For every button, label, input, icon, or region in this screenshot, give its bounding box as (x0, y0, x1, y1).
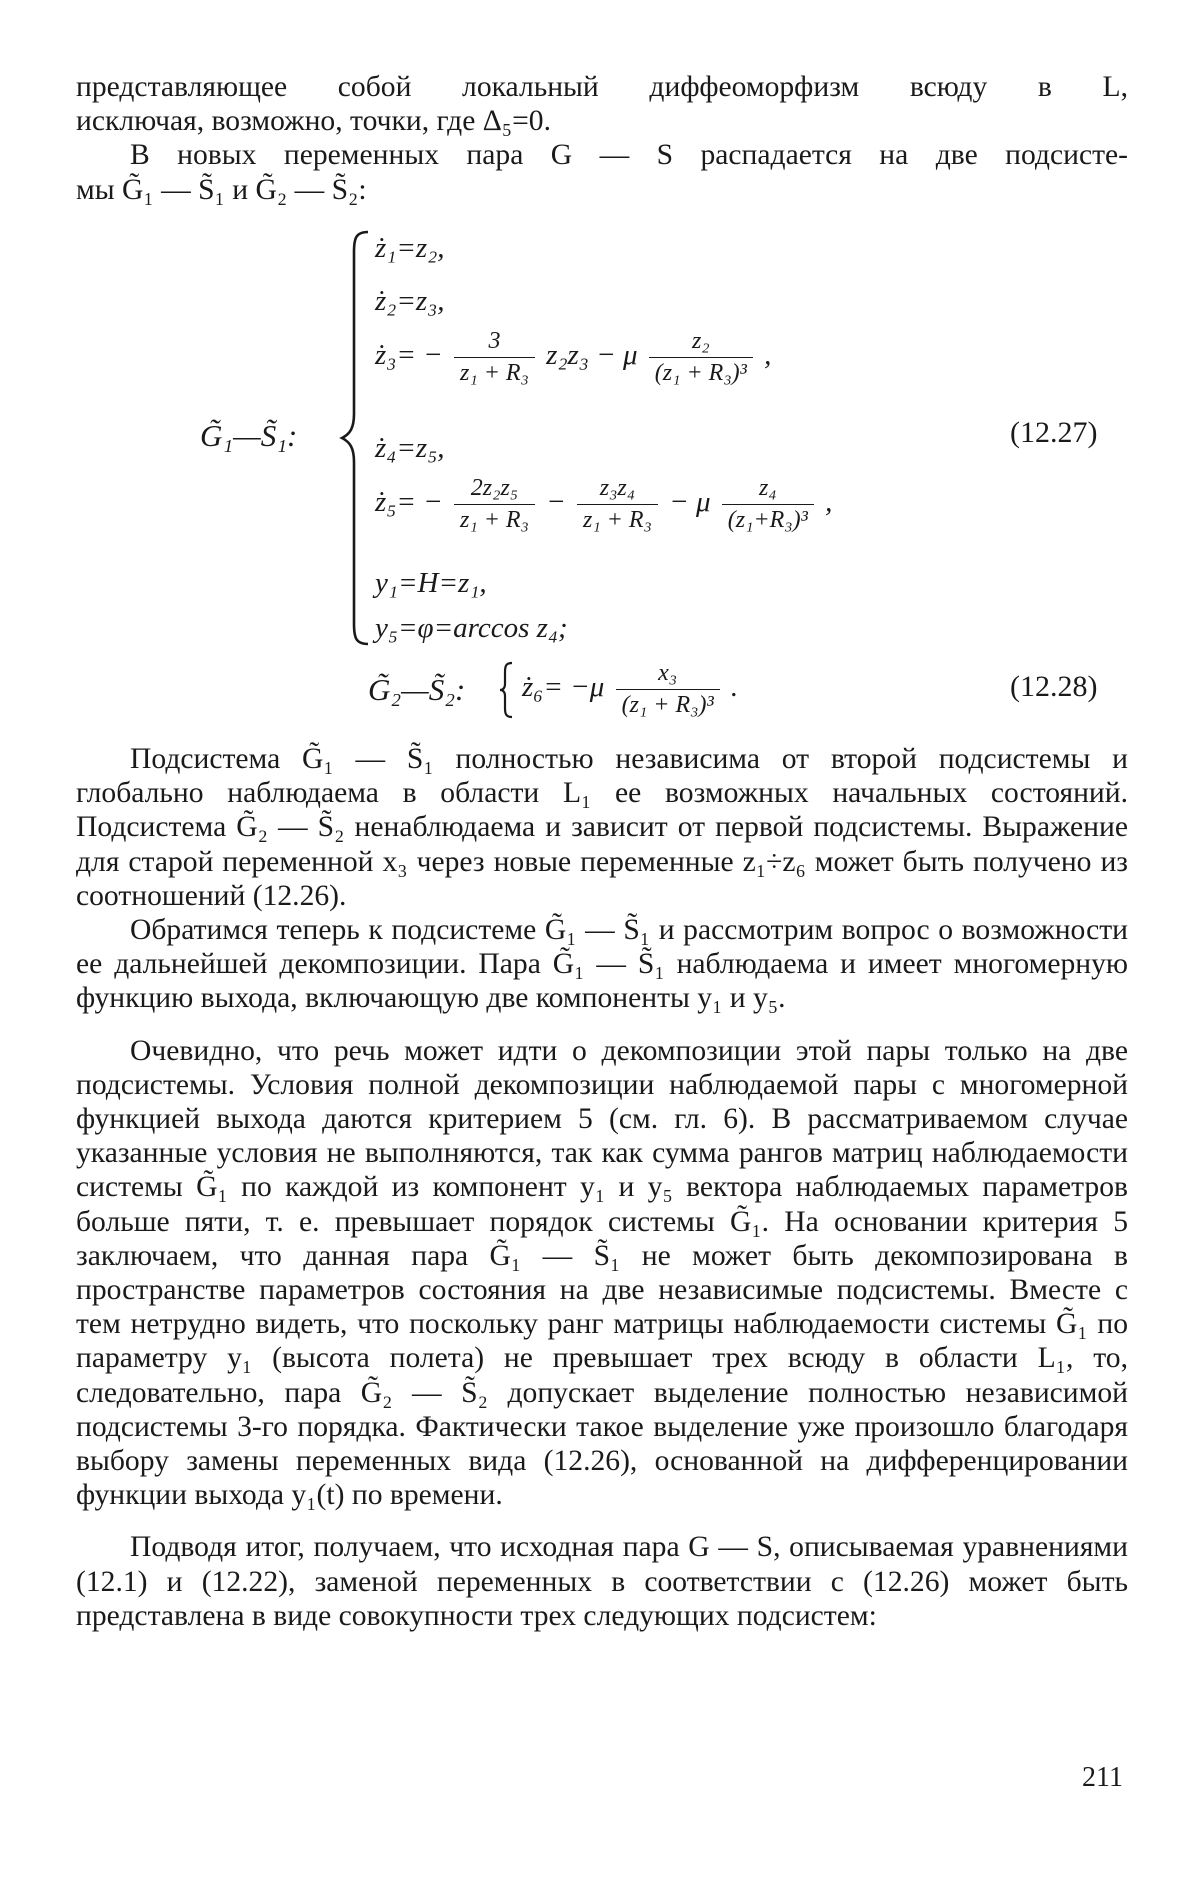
eq-line-3-mid: z₂z₃ − μ (546, 339, 638, 372)
eq-line-5 (375, 475, 832, 534)
paragraph-4: Подводя итог, получаем, что исходная пара G — S, описываемая уравнениями (12.1) и (12.22), заменой переменных в соответствии с (12.26) может быть представлена в виде совокупности трех следующих подсистем: (76, 1531, 1128, 1632)
eq-line-3 (375, 328, 771, 387)
intro-line-1: представляющее собой локальный диффеоморфизм всюду в L, (76, 71, 1128, 103)
equation-number-12-27: (12.27) (1010, 416, 1098, 449)
eq-12-28-lhs: ż₆= −μ (522, 671, 605, 704)
fraction-numerator: 2z₂z₅ (454, 475, 535, 505)
fraction-denominator: z₁ + R₃ (460, 507, 529, 533)
left-brace (338, 228, 374, 648)
paragraph-3: Очевидно, что речь может идти о декомпозиции этой пары только на две подсистемы. Условия полной декомпозиции наблюдаемой пары с многомерной функцией выхода даются критерием 5 (см. гл. 6). В рассматриваемом случае указанные условия не выполняются, так как сумма рангов матриц наблюдаемости системы G̃₁ по каждой из компонент y₁ и y₅ вектора наблюдаемых параметров больше пяти, т. е. превышает порядок системы G̃₁. На основании критерия 5 заключаем, что данная пара G̃₁ — S̃₁ не может быть декомпозирована в пространстве параметров состояния на две независимые подсистемы. Вместе с тем нетрудно видеть, что поскольку ранг матрицы наблюдаемости системы G̃₁ по параметру y₁ (высота полета) не превышает трех всюду в области L₁, то, следовательно, пара G̃₂ — S̃₂ допускает выделение полностью независимой подсистемы 3-го порядка. Фактически такое выделение уже произошло благодаря выбору замены переменных вида (12.26), основанной на дифференцировании функции выхода y₁(t) по времени. (76, 1034, 1128, 1512)
fraction-denominator: z₁ + R₃ (460, 360, 529, 386)
eq-line-5-fraction-1 (454, 475, 535, 534)
eq-line-5-fraction-2 (577, 475, 658, 534)
fraction-numerator: z₃z₄ (577, 475, 658, 505)
eq-line-5-fraction-3 (722, 475, 814, 534)
paragraph-1: Подсистема G̃₁ — S̃₁ полностью независима от второй подсистемы и глобально наблюдаема в области L₁ ее возможных начальных состояний. Подсистема G̃₂ — S̃₂ ненаблюдаема и зависит от первой подсистемы. Выражение для старой переменной x₃ через новые переменные z₁÷z₆ может быть получено из соотношений (12.26). (76, 743, 1128, 912)
eq-line-5-mid: − μ (669, 486, 711, 519)
body-text (76, 742, 1128, 1633)
eq-line-3-lhs: ż₃= − (375, 339, 443, 372)
eq-line-3-end: , (764, 339, 772, 372)
eq-line-1: ż₁=z₂, (375, 232, 445, 264)
system-label-2: G̃₂—S̃₂: (368, 672, 466, 707)
eq-line-2: ż₂=z₃, (375, 285, 445, 317)
eq-line-4: ż₄=z₅, (375, 432, 445, 464)
equation-number-12-28: (12.28) (1010, 670, 1098, 703)
fraction-numerator: z₂ (649, 328, 753, 358)
fraction-numerator: x₃ (616, 660, 720, 690)
eq-12-28-fraction (616, 660, 720, 719)
fraction-denominator: (z₁+R₃)³ (727, 507, 808, 533)
system-label-1: G̃₁—S̃₁: (200, 418, 298, 453)
eq-line-5-end: , (825, 486, 833, 519)
fraction-numerator: z₄ (722, 475, 814, 505)
intro-text (76, 70, 1128, 207)
fraction-denominator: (z₁ + R₃)³ (621, 692, 714, 718)
fraction-numerator: 3 (454, 328, 535, 358)
small-brace (498, 660, 516, 720)
eq-12-28-end: . (730, 671, 739, 704)
fraction-denominator: (z₁ + R₃)³ (654, 360, 747, 386)
eq-12-28-line (522, 660, 738, 719)
intro-line-3: В новых переменных пара G — S распадается на две подсисте- (130, 139, 1128, 172)
eq-line-5-lhs: ż₅= − (375, 486, 443, 519)
intro-line-4: мы G̃₁ — S̃₁ и G̃₂ — S̃₂: (76, 173, 367, 206)
fraction-denominator: z₁ + R₃ (582, 507, 652, 533)
eq-line-5-minus: − (546, 486, 566, 519)
page-number: 211 (1082, 1762, 1123, 1793)
eq-line-7: y₅=φ=arccos z₄; (375, 612, 568, 644)
paragraph-2: Обратимся теперь к подсистеме G̃₁ — S̃₁ и рассмотрим вопрос о возможности ее дальнейшей декомпозиции. Пара G̃₁ — S̃₁ наблюдаема и имеет многомерную функцию выхода, включающую две компоненты y₁ и y₅. (76, 914, 1128, 1015)
eq-line-3-fraction-1 (454, 328, 535, 387)
intro-line-2: исключая, возможно, точки, где Δ₅=0. (76, 105, 551, 138)
eq-line-3-fraction-2 (649, 328, 753, 387)
eq-line-6: y₁=H=z₁, (375, 567, 487, 599)
